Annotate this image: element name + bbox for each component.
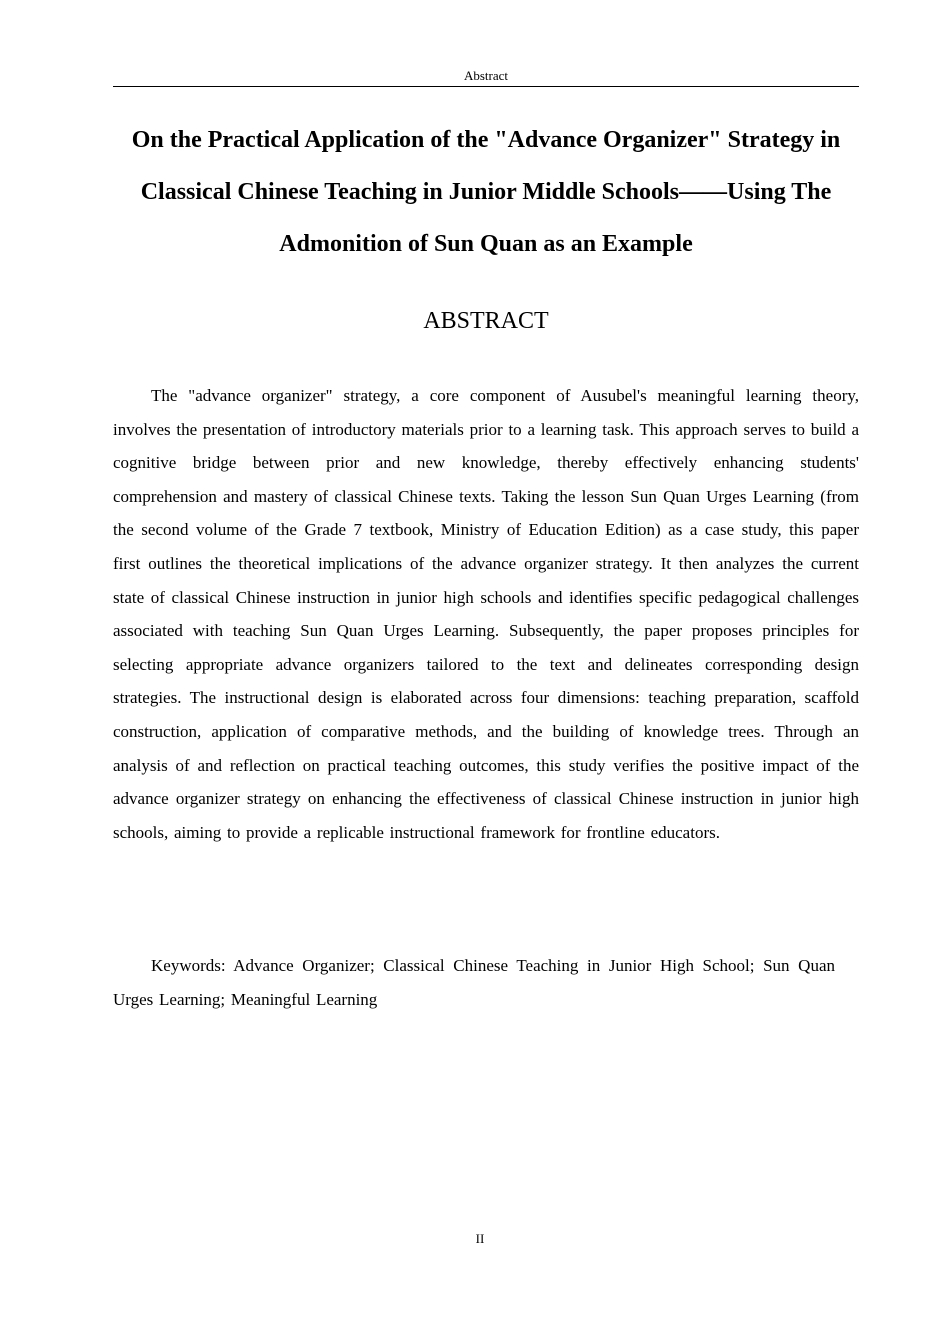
paper-title: On the Practical Application of the "Advance Organizer" Strategy in Classical Chinese Teaching in Junior Middle Schools——Using The Admonition of Sun Quan as an Example [131,127,841,257]
running-header: Abstract [463,68,509,83]
abstract-body: The "advance organizer" strategy, a core component of Ausubel's meaningful learning theory, involves the presentation of introductory materials prior to a learning task. This approach serves to build a cognitive bridge between prior and new knowledge, thereby effectively enhancing students' comprehension and mastery of classical Chinese texts. Taking the lesson Sun Quan Urges Learning (from the second volume of the Grade 7 textbook, Ministry of Education Edition) as a case study, this paper first outlines the theoretical implications of the advance organizer strategy. It then analyzes the current state of classical Chinese instruction in junior high schools and identifies specific pedagogical challenges associated with teaching Sun Quan Urges Learning. Subsequently, the paper proposes principles for selecting appropriate advance organizers tailored to the text and delineates corresponding design strategies. The instructional design is elaborated across four dimensions: teaching preparation, scaffold construction, application of comparative methods, and the building of knowledge trees. Through an analysis of and reflection on practical teaching outcomes, this study verifies the positive impact of the advance organizer strategy on enhancing the effectiveness of classical Chinese instruction in junior high schools, aiming to provide a replicable instructional framework for frontline educators. [113,386,859,842]
keywords: Keywords: Advance Organizer; Classical Chinese Teaching in Junior High School; Sun Quan Urges Learning; Meaningful Learning [113,956,835,1009]
header-rule [113,86,859,87]
abstract-heading: ABSTRACT [423,308,549,334]
page-number: II [475,1231,485,1246]
